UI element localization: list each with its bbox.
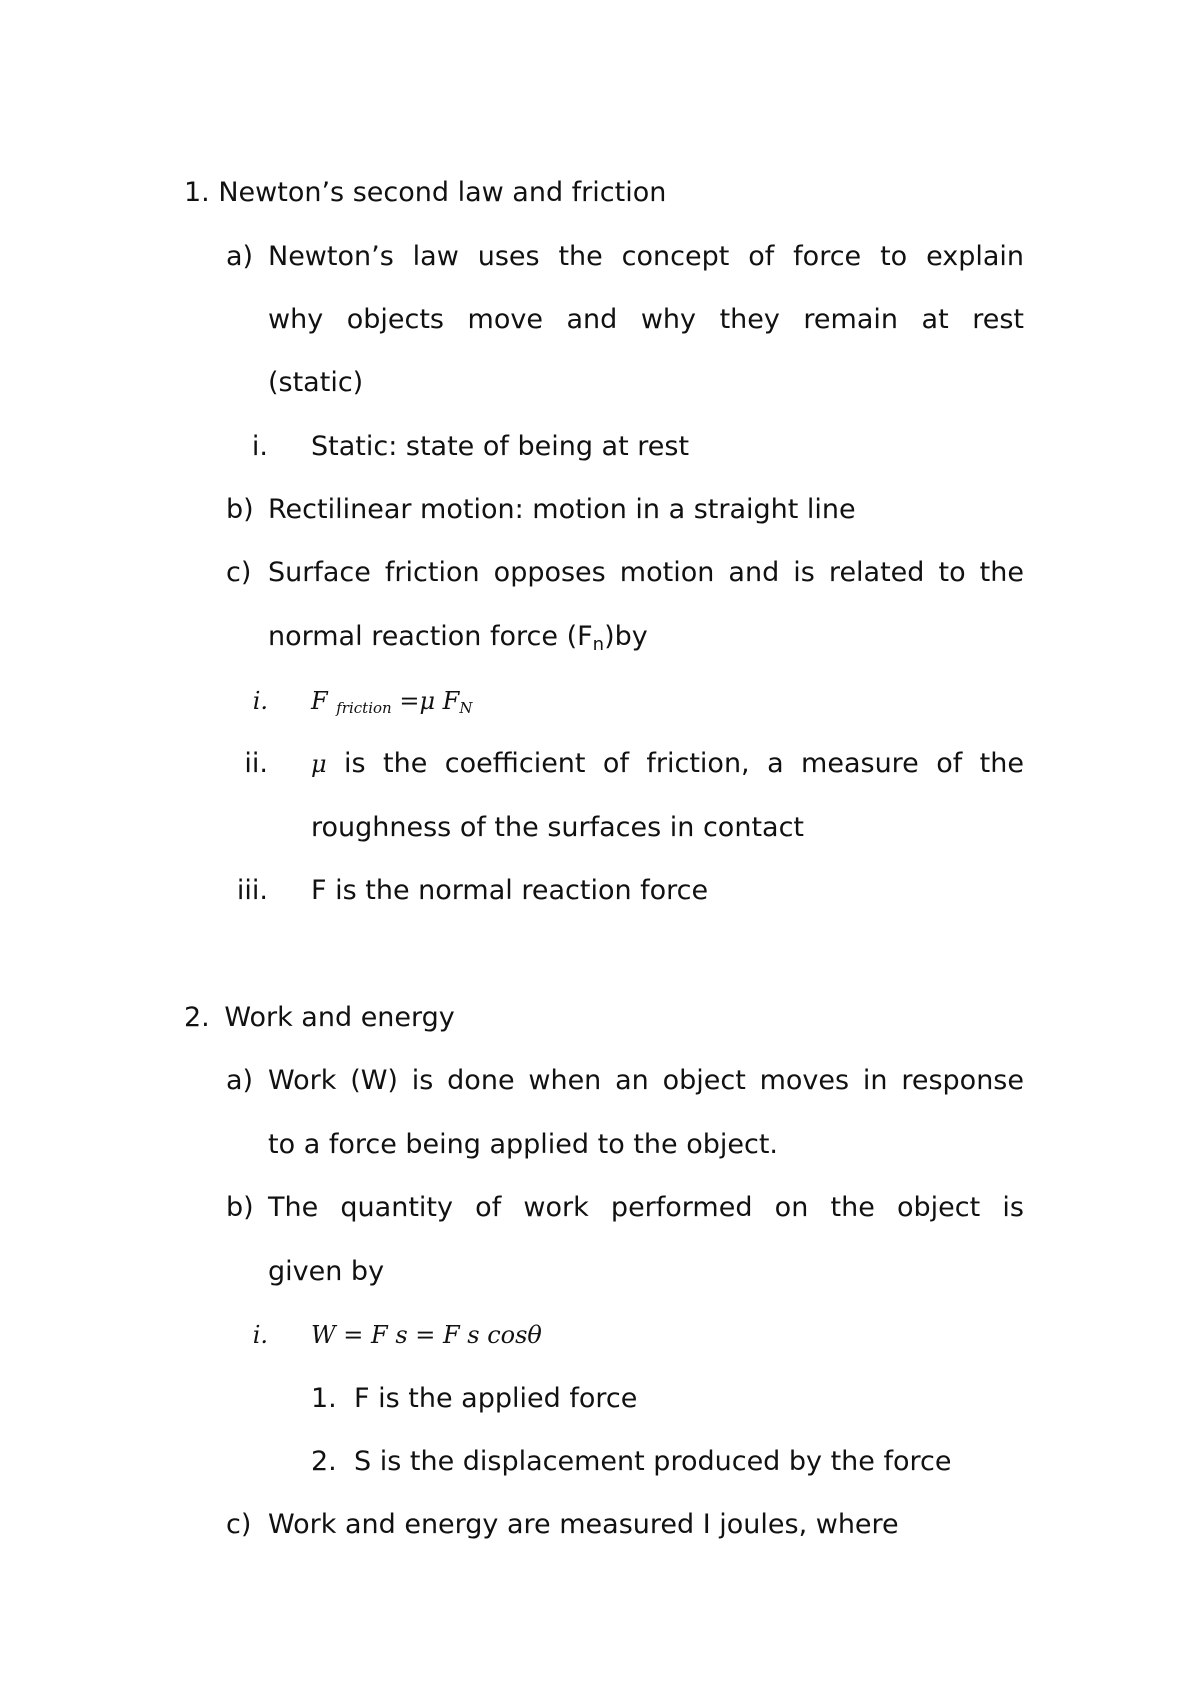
section-1-a-line-2: why objects move and why they remain at rest — [268, 304, 1024, 335]
normal-force-subscript: n — [592, 634, 605, 655]
mu-symbol: μ — [419, 687, 436, 715]
section-1-a-i-text: Static: state of being at rest — [311, 431, 690, 462]
section-1-c-line-2-text: normal reaction force (F — [268, 621, 593, 652]
section-2-b-line-2: given by — [268, 1256, 385, 1287]
section-1-a-marker: a) — [226, 241, 254, 272]
section-1-c-ii-line-1-text: is the coefficient of friction, a measure of the — [326, 748, 1024, 779]
section-1-c-ii-line-1 — [311, 747, 1024, 781]
section-1-c-line-2-end: )by — [604, 621, 648, 652]
section-1-c-i-marker: i. — [252, 687, 268, 715]
work-formula: W = F s = F s cosθ — [311, 1321, 542, 1349]
section-1-c-iii-marker: iii. — [236, 875, 268, 906]
mu-symbol-inline: μ — [311, 750, 327, 778]
friction-force-symbol: F — [311, 687, 328, 715]
section-1-c-marker: c) — [226, 557, 252, 588]
section-2-b-i-marker: i. — [252, 1321, 268, 1349]
section-2-title: Work and energy — [224, 1002, 455, 1033]
section-1-a-line-1: Newton’s law uses the concept of force to explain — [268, 241, 1024, 272]
section-2-b-line-1: The quantity of work performed on the object is — [268, 1192, 1024, 1223]
section-2-b-item-1-text: F is the applied force — [354, 1383, 638, 1414]
section-1-title: Newton’s second law and friction — [218, 177, 667, 208]
section-1-b-text: Rectilinear motion: motion in a straight line — [268, 494, 856, 525]
section-1-c-line-1: Surface friction opposes motion and is related to the — [268, 557, 1024, 588]
section-1-c-ii-line-2: roughness of the surfaces in contact — [311, 812, 805, 843]
section-2-b-item-2-text: S is the displacement produced by the force — [354, 1446, 952, 1477]
section-2-number: 2. — [184, 1002, 210, 1033]
section-1-a-i-marker: i. — [251, 431, 268, 462]
friction-subscript: friction — [336, 699, 392, 717]
normal-force-formula-subscript: N — [459, 699, 473, 717]
section-1-c-iii-text: F is the normal reaction force — [311, 875, 709, 906]
section-2-heading — [184, 1001, 455, 1035]
section-2-a-line-1: Work (W) is done when an object moves in response — [268, 1065, 1024, 1096]
section-2-b-item-2-marker: 2. — [311, 1446, 337, 1477]
equals-sign: = — [391, 687, 420, 715]
friction-formula — [311, 684, 472, 725]
section-1-b-marker: b) — [226, 494, 254, 525]
section-2-b-marker: b) — [226, 1192, 254, 1223]
section-1-a-line-3: (static) — [268, 367, 364, 398]
section-1-heading — [184, 176, 666, 210]
section-1-c-line-2 — [268, 620, 648, 662]
section-2-a-line-2: to a force being applied to the object. — [268, 1129, 778, 1160]
section-2-b-item-1-marker: 1. — [311, 1383, 337, 1414]
section-1-number: 1. — [184, 177, 210, 208]
normal-force-symbol: F — [435, 687, 460, 715]
section-2-a-marker: a) — [226, 1065, 254, 1096]
section-2-c-marker: c) — [226, 1509, 252, 1540]
section-2-c-text: Work and energy are measured I joules, where — [268, 1509, 899, 1540]
section-1-c-ii-marker: ii. — [244, 748, 268, 779]
